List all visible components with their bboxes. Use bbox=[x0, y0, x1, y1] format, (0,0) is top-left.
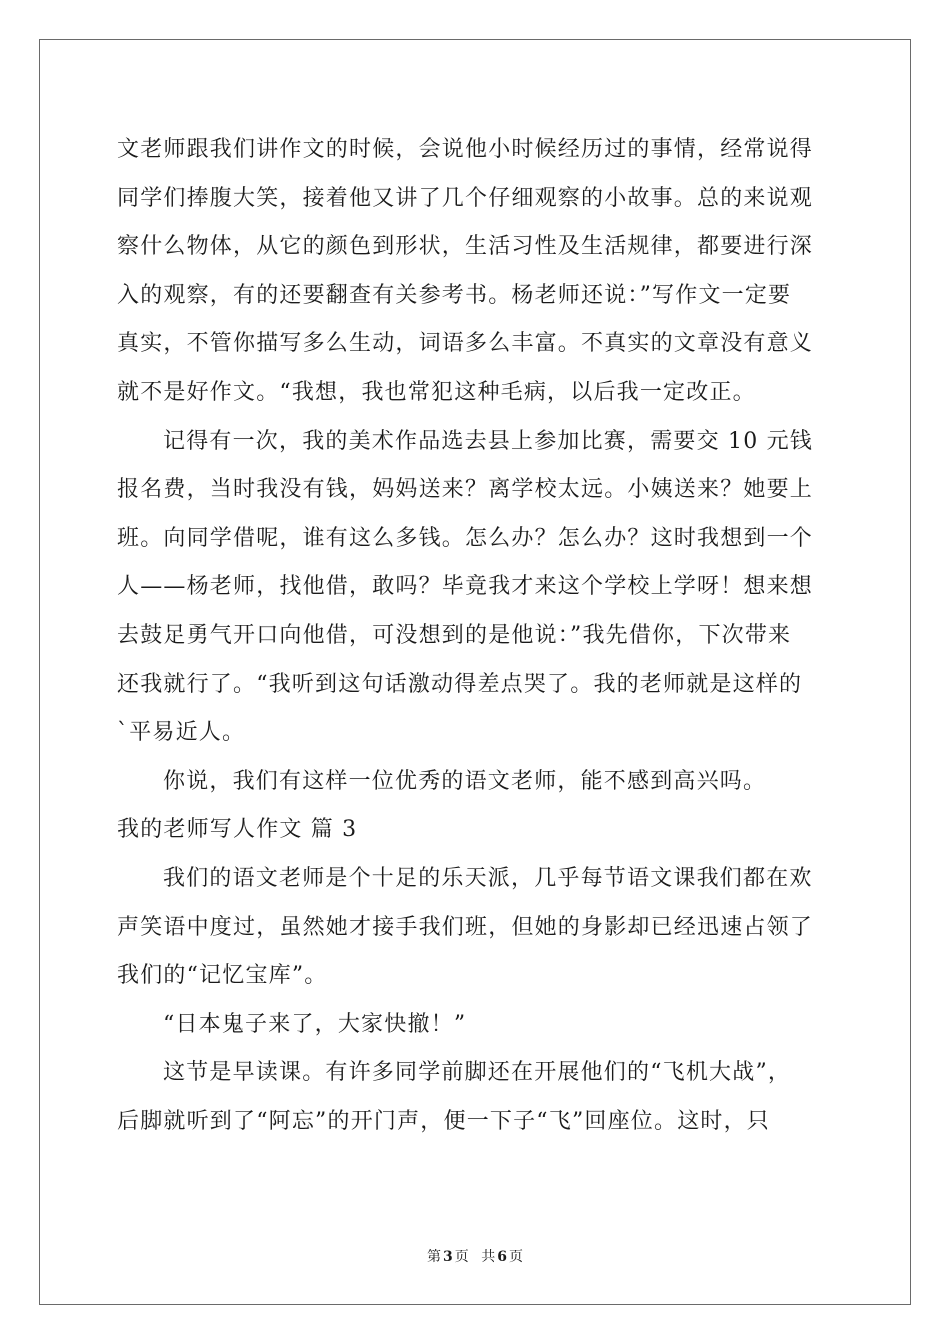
text-line: 我们的“记忆宝库”。 bbox=[117, 963, 328, 989]
text-line: “日本鬼子来了，大家快撤！” bbox=[163, 1011, 467, 1037]
document-body bbox=[117, 126, 837, 1146]
text-line: 我们的语文老师是个十足的乐天派，几乎每节语文课我们都在欢 bbox=[163, 865, 813, 891]
page-footer bbox=[0, 1247, 950, 1267]
text-line: 察什么物体，从它的颜色到形状，生活习性及生活规律，都要进行深 bbox=[117, 234, 814, 260]
page-total: 共 6 页 bbox=[481, 1249, 523, 1265]
text-line: 真实，不管你描写多么生动，词语多么丰富。不真实的文章没有意义 bbox=[117, 331, 814, 357]
text-line: 人——杨老师，找他借，敢吗？毕竟我才来这个学校上学呀！想来想 bbox=[117, 574, 814, 600]
text-line: 还我就行了。“我听到这句话激动得差点哭了。我的老师就是这样的 bbox=[117, 671, 803, 697]
text-line: 同学们捧腹大笑，接着他又讲了几个仔细观察的小故事。总的来说观 bbox=[117, 185, 814, 211]
text-line: 文老师跟我们讲作文的时候，会说他小时候经历过的事情，经常说得 bbox=[117, 137, 814, 162]
text-line: 声笑语中度过，虽然她才接手我们班，但她的身影却已经迅速占领了 bbox=[117, 914, 814, 940]
text-line: 班。向同学借呢，谁有这么多钱。怎么办？怎么办？这时我想到一个 bbox=[117, 525, 814, 551]
text-line: 入的观察，有的还要翻查有关参考书。杨老师还说：”写作文一定要 bbox=[117, 282, 792, 308]
text-line: 报名费，当时我没有钱，妈妈送来？离学校太远。小姨送来？她要上 bbox=[117, 477, 814, 503]
text-line: 你说，我们有这样一位优秀的语文老师，能不感到高兴吗。 bbox=[163, 768, 767, 794]
text-line: 这节是早读课。有许多同学前脚还在开展他们的“飞机大战”， bbox=[163, 1060, 792, 1086]
text-line: 就不是好作文。“我想，我也常犯这种毛病，以后我一定改正。 bbox=[117, 379, 756, 405]
text-line: 去鼓足勇气开口向他借，可没想到的是他说：”我先借你，下次带来 bbox=[117, 622, 792, 648]
text-line: 我的老师写人作文 篇 3 bbox=[117, 817, 358, 843]
text-line: `平易近人。 bbox=[117, 720, 246, 746]
text-line: 后脚就听到了“阿忘”的开门声，便一下子“飞”回座位。这时，只 bbox=[117, 1108, 770, 1134]
page-number: 第 3 页 bbox=[427, 1249, 469, 1265]
text-line: 记得有一次，我的美术作品选去县上参加比赛，需要交 10 元钱 bbox=[163, 428, 813, 454]
